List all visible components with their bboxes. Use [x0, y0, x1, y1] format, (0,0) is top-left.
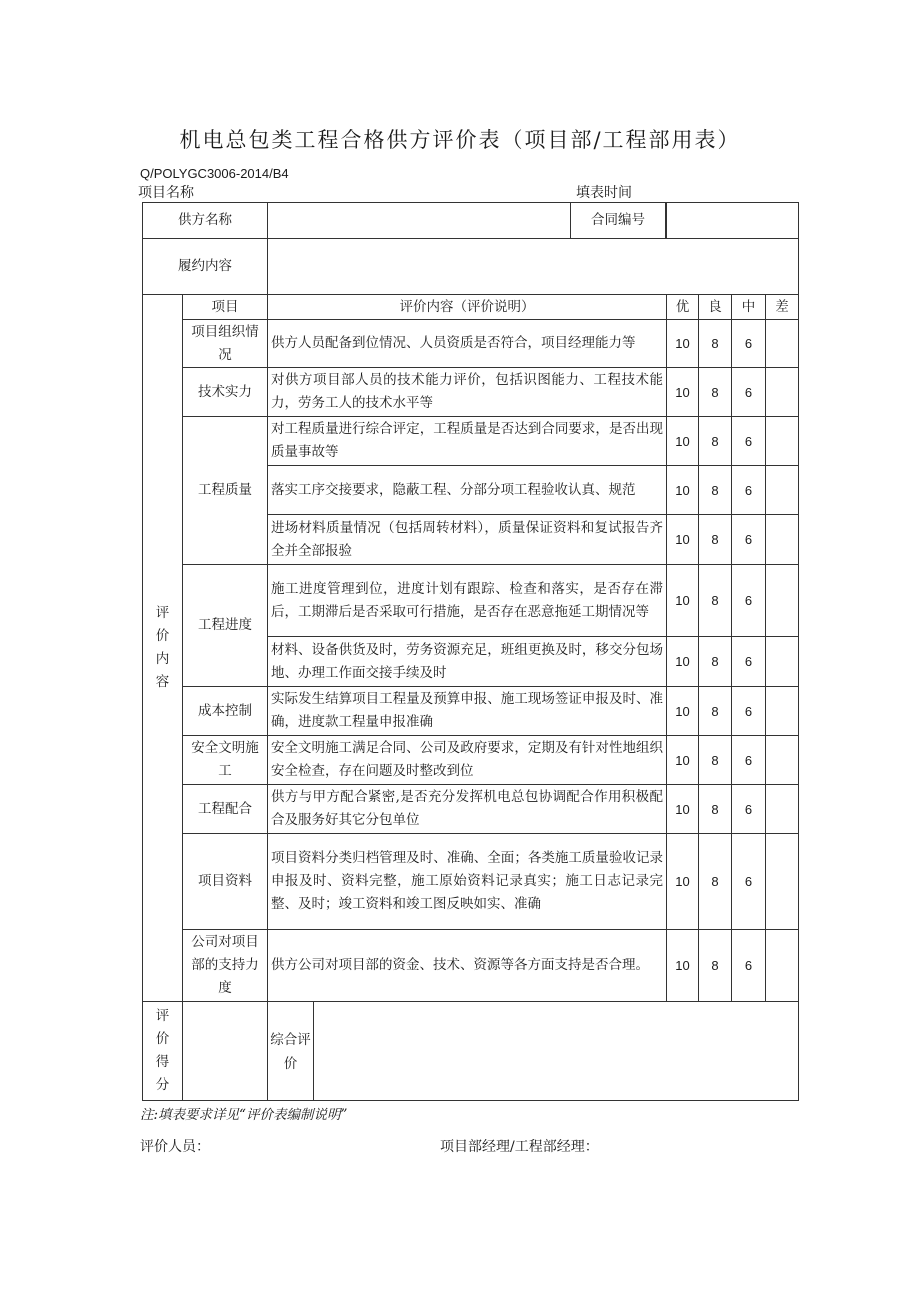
score-poor[interactable] [766, 687, 799, 736]
score-excellent: 10 [667, 466, 699, 515]
document-code: Q/POLYGC3006-2014/B4 [140, 166, 289, 181]
col-header-excellent: 优 [667, 295, 699, 320]
footnote: 注:填表要求详见“评价表编制说明” [140, 1107, 348, 1123]
score-poor[interactable] [766, 466, 799, 515]
score-excellent: 10 [667, 785, 699, 834]
item-description: 对供方项目部人员的技术能力评价，包括识图能力、工程技术能力，劳务工人的技术水平等 [268, 368, 667, 417]
col-header-poor: 差 [766, 295, 799, 320]
score-poor[interactable] [766, 417, 799, 466]
item-name: 公司对项目部的支持力度 [183, 930, 268, 1002]
score-excellent: 10 [667, 320, 699, 368]
score-medium: 6 [732, 930, 766, 1002]
score-poor[interactable] [766, 320, 799, 368]
item-name: 项目组织情况 [183, 320, 268, 368]
item-name: 成本控制 [183, 687, 268, 736]
table-row [143, 930, 799, 1002]
score-good: 8 [699, 417, 732, 466]
document-title: 机电总包类工程合格供方评价表（项目部/工程部用表） [179, 128, 741, 152]
item-description: 实际发生结算项目工程量及预算申报、施工现场签证申报及时、准确，进度款工程量申报准确 [268, 687, 667, 736]
supplier-name-cell[interactable] [268, 203, 667, 239]
score-medium: 6 [732, 785, 766, 834]
score-row [143, 1002, 799, 1101]
contract-content-label: 履约内容 [143, 239, 268, 295]
item-description: 供方人员配备到位情况、人员资质是否符合，项目经理能力等 [268, 320, 667, 368]
score-poor[interactable] [766, 930, 799, 1002]
score-medium: 6 [732, 637, 766, 687]
table-row [143, 687, 799, 736]
overall-field[interactable] [314, 1002, 798, 1100]
item-description: 安全文明施工满足合同、公司及政府要求，定期及有针对性地组织安全检查，存在问题及时整改到位 [268, 736, 667, 785]
score-excellent: 10 [667, 736, 699, 785]
score-medium: 6 [732, 565, 766, 637]
manager-label: 项目部经理/工程部经理： [440, 1139, 599, 1155]
evaluation-table [142, 202, 799, 1101]
score-medium: 6 [732, 466, 766, 515]
item-name: 工程进度 [183, 565, 268, 687]
item-name: 工程质量 [183, 417, 268, 565]
score-good: 8 [699, 834, 732, 930]
item-name: 工程配合 [183, 785, 268, 834]
overall-label: 综合评价 [268, 1002, 314, 1100]
item-description: 进场材料质量情况（包括周转材料），质量保证资料和复试报告齐全并全部报验 [268, 515, 667, 565]
score-medium: 6 [732, 320, 766, 368]
score-excellent: 10 [667, 515, 699, 565]
score-good: 8 [699, 565, 732, 637]
score-excellent: 10 [667, 930, 699, 1002]
score-label: 评 价 得 分 [143, 1002, 183, 1101]
score-poor[interactable] [766, 785, 799, 834]
score-good: 8 [699, 736, 732, 785]
table-row [143, 785, 799, 834]
item-description: 材料、设备供货及时，劳务资源充足，班组更换及时，移交分包场地、办理工作面交接手续及时 [268, 637, 667, 687]
item-description: 供方与甲方配合紧密,是否充分发挥机电总包协调配合作用积极配合及服务好其它分包单位 [268, 785, 667, 834]
table-row [143, 736, 799, 785]
item-description: 落实工序交接要求，隐蔽工程、分部分项工程验收认真、规范 [268, 466, 667, 515]
score-excellent: 10 [667, 368, 699, 417]
score-excellent: 10 [667, 637, 699, 687]
item-description: 施工进度管理到位，进度计划有跟踪、检查和落实，是否存在滞后，工期滞后是否采取可行措施，是否存在恶意拖延工期情况等 [268, 565, 667, 637]
score-excellent: 10 [667, 834, 699, 930]
col-header-content: 评价内容（评价说明） [268, 295, 667, 320]
score-poor[interactable] [766, 565, 799, 637]
contract-content-field[interactable] [268, 239, 799, 295]
fill-time-label: 填表时间 [576, 185, 632, 201]
score-good: 8 [699, 368, 732, 417]
score-medium: 6 [732, 687, 766, 736]
contract-content-row [143, 239, 799, 295]
overall-cell [268, 1002, 799, 1101]
score-good: 8 [699, 515, 732, 565]
score-medium: 6 [732, 736, 766, 785]
project-name-label: 项目名称 [138, 185, 194, 201]
score-good: 8 [699, 466, 732, 515]
score-field[interactable] [183, 1002, 268, 1101]
score-medium: 6 [732, 515, 766, 565]
score-medium: 6 [732, 368, 766, 417]
score-good: 8 [699, 687, 732, 736]
col-header-good: 良 [699, 295, 732, 320]
table-row [143, 565, 799, 637]
supplier-name-field[interactable] [268, 203, 571, 238]
score-good: 8 [699, 637, 732, 687]
score-medium: 6 [732, 834, 766, 930]
contract-no-field[interactable] [667, 203, 799, 239]
score-poor[interactable] [766, 834, 799, 930]
score-poor[interactable] [766, 515, 799, 565]
header-row [143, 295, 799, 320]
section-label-evaluation-content: 评 价 内 容 [143, 295, 183, 1002]
score-excellent: 10 [667, 565, 699, 637]
item-description: 对工程质量进行综合评定，工程质量是否达到合同要求，是否出现质量事故等 [268, 417, 667, 466]
item-name: 安全文明施工 [183, 736, 268, 785]
score-excellent: 10 [667, 687, 699, 736]
score-good: 8 [699, 785, 732, 834]
table-row [143, 417, 799, 466]
table-row [143, 320, 799, 368]
col-header-item: 项目 [183, 295, 268, 320]
evaluator-label: 评价人员： [140, 1139, 210, 1155]
supplier-name-label: 供方名称 [143, 203, 268, 239]
table-row [143, 834, 799, 930]
score-excellent: 10 [667, 417, 699, 466]
item-name: 技术实力 [183, 368, 268, 417]
score-poor[interactable] [766, 368, 799, 417]
supplier-row [143, 203, 799, 239]
contract-no-label: 合同编号 [571, 203, 666, 238]
col-header-medium: 中 [732, 295, 766, 320]
score-good: 8 [699, 320, 732, 368]
item-description: 供方公司对项目部的资金、技术、资源等各方面支持是否合理。 [268, 930, 667, 1002]
score-medium: 6 [732, 417, 766, 466]
table-row [143, 368, 799, 417]
score-good: 8 [699, 930, 732, 1002]
item-description: 项目资料分类归档管理及时、准确、全面；各类施工质量验收记录申报及时、资料完整，施工原始资料记录真实；施工日志记录完整、及时；竣工资料和竣工图反映如实、准确 [268, 834, 667, 930]
score-poor[interactable] [766, 736, 799, 785]
score-poor[interactable] [766, 637, 799, 687]
item-name: 项目资料 [183, 834, 268, 930]
